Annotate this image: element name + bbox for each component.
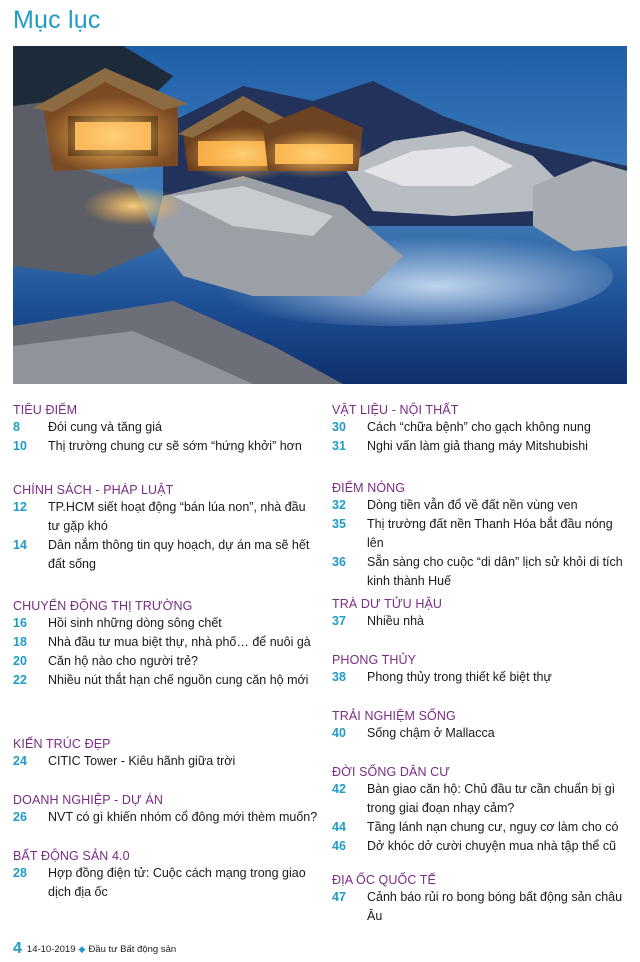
toc-entry[interactable] xyxy=(13,808,318,827)
entry-title: Cách “chữa bệnh” cho gạch không nung xyxy=(367,420,591,434)
entry-title: Đói cung và tăng giá xyxy=(48,420,162,434)
toc-entry[interactable] xyxy=(332,724,632,743)
entry-page-number: 22 xyxy=(13,673,27,687)
section-title: PHONG THỦY xyxy=(332,653,417,667)
entry-page-number: 32 xyxy=(332,498,346,512)
toc-entry[interactable] xyxy=(332,418,632,437)
entry-page-number: 16 xyxy=(13,616,27,630)
resort-photo-icon xyxy=(13,46,627,384)
entry-page-number: 30 xyxy=(332,420,346,434)
toc-section xyxy=(13,792,318,827)
toc-section xyxy=(13,402,318,456)
entry-title: Thị trường chung cư sẽ sớm “hứng khởi” hơn xyxy=(48,439,302,453)
entry-page-number: 40 xyxy=(332,726,346,740)
section-title: ĐIỂM NÓNG xyxy=(332,481,406,495)
section-title: TRẢI NGHIỆM SỐNG xyxy=(332,709,456,723)
section-title: TIÊU ĐIỂM xyxy=(13,403,78,417)
toc-entry[interactable] xyxy=(332,818,632,837)
entry-page-number: 10 xyxy=(13,439,27,453)
entry-page-number: 47 xyxy=(332,890,346,904)
toc-entry[interactable] xyxy=(332,612,632,631)
toc-entry[interactable] xyxy=(332,668,632,687)
entry-page-number: 38 xyxy=(332,670,346,684)
entry-title: Nhiều nút thắt hạn chế nguồn cung căn hộ mới xyxy=(48,673,309,687)
entry-title: Sống chậm ở Mallacca xyxy=(367,726,495,740)
toc-entry[interactable] xyxy=(332,553,632,591)
hero-image xyxy=(13,46,627,384)
toc-entry[interactable] xyxy=(13,498,318,536)
entry-page-number: 42 xyxy=(332,782,346,796)
entry-page-number: 46 xyxy=(332,839,346,853)
entry-title: Dở khóc dở cười chuyện mua nhà tập thể cũ xyxy=(367,839,617,853)
entry-page-number: 37 xyxy=(332,614,346,628)
entry-page-number: 35 xyxy=(332,517,346,531)
section-title: CHÍNH SÁCH - PHÁP LUẬT xyxy=(13,483,174,497)
toc-section xyxy=(332,402,632,456)
entry-page-number: 36 xyxy=(332,555,346,569)
section-title: KIẾN TRÚC ĐẸP xyxy=(13,737,111,751)
toc-section xyxy=(332,872,632,926)
entry-title: Nhà đầu tư mua biệt thự, nhà phố… để nuôi gà xyxy=(48,635,311,649)
toc-section xyxy=(13,482,318,574)
toc-section xyxy=(13,598,318,690)
entry-title: Thị trường đất nền Thanh Hóa bắt đầu nóng lên xyxy=(367,517,613,550)
toc-section xyxy=(332,480,632,591)
toc-entry[interactable] xyxy=(13,752,318,771)
toc-section xyxy=(332,708,632,743)
entry-title: Tầng lánh nạn chung cư, nguy cơ làm cho có xyxy=(367,820,619,834)
toc-section xyxy=(332,764,632,856)
entry-title: Bàn giao căn hộ: Chủ đầu tư cần chuẩn bị gì trong giai đoạn nhạy cảm? xyxy=(367,782,616,815)
entry-title: Căn hộ nào cho người trẻ? xyxy=(48,654,198,668)
toc-entry[interactable] xyxy=(13,614,318,633)
toc-entry[interactable] xyxy=(13,633,318,652)
section-title: BẤT ĐỘNG SẢN 4.0 xyxy=(13,849,130,863)
entry-page-number: 31 xyxy=(332,439,346,453)
section-title: DOANH NGHIỆP - DỰ ÁN xyxy=(13,793,163,807)
entry-title: Hồi sinh những dòng sông chết xyxy=(48,616,222,630)
toc-left-column xyxy=(13,402,318,942)
entry-title: Dòng tiền vẫn đổ về đất nền vùng ven xyxy=(367,498,578,512)
toc-entry[interactable] xyxy=(332,888,632,926)
entry-page-number: 20 xyxy=(13,654,27,668)
toc-entry[interactable] xyxy=(332,496,632,515)
toc-entry[interactable] xyxy=(13,671,318,690)
page-footer xyxy=(13,940,176,958)
entry-title: NVT có gì khiến nhóm cổ đông mới thèm muốn? xyxy=(48,810,318,824)
entry-page-number: 12 xyxy=(13,500,27,514)
entry-title: Nghi vấn làm giả thang máy Mitshubishi xyxy=(367,439,588,453)
toc-section xyxy=(13,736,318,771)
section-title: ĐỜI SỐNG DÂN CƯ xyxy=(332,765,451,779)
entry-page-number: 28 xyxy=(13,866,27,880)
footer-date: 14-10-2019 xyxy=(26,943,76,955)
toc-entry[interactable] xyxy=(332,437,632,456)
toc-entry[interactable] xyxy=(13,418,318,437)
entry-page-number: 8 xyxy=(13,420,20,434)
section-title: CHUYỂN ĐỘNG THỊ TRƯỜNG xyxy=(13,599,193,613)
entry-title: CITIC Tower - Kiêu hãnh giữa trời xyxy=(48,754,236,768)
entry-title: Nhiều nhà xyxy=(367,614,424,628)
entry-page-number: 24 xyxy=(13,754,27,768)
toc-section xyxy=(332,652,632,687)
toc-section xyxy=(332,596,632,631)
entry-title: Cảnh báo rủi ro bong bóng bất động sản châu Âu xyxy=(367,890,623,923)
page-number: 4 xyxy=(13,940,22,957)
entry-title: Sẵn sàng cho cuộc “di dân” lịch sử khỏi di tích kinh thành Huế xyxy=(367,555,623,588)
toc-section xyxy=(13,848,318,902)
toc-entry[interactable] xyxy=(13,536,318,574)
entry-page-number: 26 xyxy=(13,810,27,824)
section-title: ĐỊA ỐC QUỐC TẾ xyxy=(332,873,436,887)
entry-title: Phong thủy trong thiết kế biệt thự xyxy=(367,670,552,684)
page-title: Mục lục xyxy=(13,6,101,34)
section-title: VẬT LIỆU - NỘI THẤT xyxy=(332,403,459,417)
entry-page-number: 18 xyxy=(13,635,27,649)
toc-entry[interactable] xyxy=(13,652,318,671)
diamond-icon: ◆ xyxy=(78,943,86,954)
publication-name: Đầu tư Bất động sản xyxy=(88,943,177,955)
toc-entry[interactable] xyxy=(332,515,632,553)
toc-right-column xyxy=(332,402,632,942)
toc-entry[interactable] xyxy=(332,837,632,856)
toc-entry[interactable] xyxy=(332,780,632,818)
section-title: TRÀ DƯ TỬU HẬU xyxy=(332,597,443,611)
entry-page-number: 14 xyxy=(13,538,27,552)
entry-title: Dân nắm thông tin quy hoạch, dự án ma sẽ hết đất sống xyxy=(48,538,310,571)
entry-title: Hợp đồng điện tử: Cuộc cách mạng trong giao dịch địa ốc xyxy=(48,866,306,899)
entry-title: TP.HCM siết hoạt động “bán lúa non”, nhà đầu tư gặp khó xyxy=(48,500,306,533)
toc-entry[interactable] xyxy=(13,864,318,902)
entry-page-number: 44 xyxy=(332,820,346,834)
toc-entry[interactable] xyxy=(13,437,318,456)
